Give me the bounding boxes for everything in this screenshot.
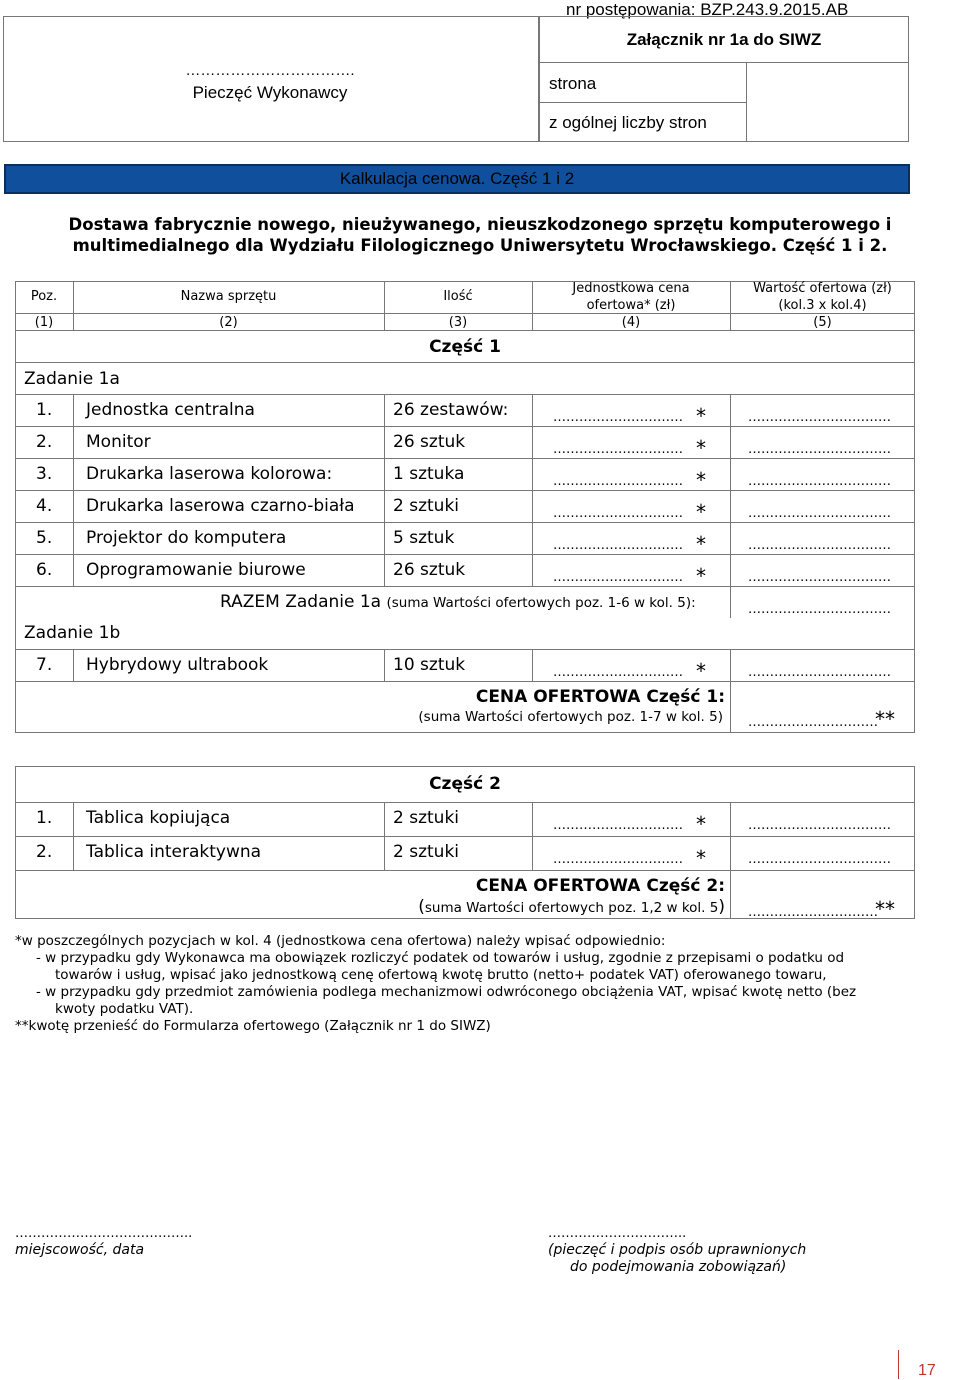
row-item-name: Monitor <box>86 432 151 452</box>
sum-1a-value: …………………………… <box>748 602 891 617</box>
row-value-field[interactable]: …………………………… <box>748 852 891 867</box>
sep-part2 <box>15 802 915 803</box>
row-unit-price-marker: * <box>696 659 706 683</box>
row-divider <box>73 490 74 522</box>
colnum-2: (2) <box>219 315 238 330</box>
row-number: 1. <box>36 400 53 420</box>
row-divider <box>384 522 385 554</box>
row-value-field[interactable]: …………………………… <box>748 474 891 489</box>
row-quantity: 2 sztuki <box>393 808 460 828</box>
row-divider <box>384 394 385 426</box>
row-divider <box>384 649 385 681</box>
hdr-pos: Poz. <box>30 289 58 304</box>
row-divider <box>532 836 533 870</box>
row-value-field[interactable]: …………………………… <box>748 570 891 585</box>
row-divider <box>73 649 74 681</box>
row-divider <box>73 836 74 870</box>
row-quantity: 26 sztuk <box>393 432 466 452</box>
row-unit-price-marker: * <box>696 436 706 460</box>
stamp-label: Pieczęć Wykonawcy <box>192 83 348 102</box>
sum-1a <box>220 592 696 612</box>
row-divider <box>73 458 74 490</box>
stamp-box <box>3 16 539 142</box>
row-item-name: Jednostka centralna <box>86 400 255 420</box>
sep-part1 <box>15 362 915 363</box>
total-2-sep <box>730 870 731 919</box>
total-2-sub-text: suma Wartości ofertowych poz. 1,2 w kol. 5 <box>424 900 719 916</box>
intro-line-2: multimedialnego dla Wydziału Filologicznego Uniwersytetu Wrocławskiego. Część 1 i 2. <box>72 236 888 255</box>
hdr-value-2: (kol.3 x kol.4) <box>778 298 867 313</box>
row-divider <box>532 490 533 522</box>
part1-title: Część 1 <box>429 337 501 357</box>
hdr-unit-price-1: Jednostkowa cena <box>572 281 690 296</box>
row-unit-price-marker: * <box>696 846 706 870</box>
title-banner <box>4 164 910 194</box>
row-divider <box>384 426 385 458</box>
row-divider <box>532 554 533 586</box>
row-divider <box>384 802 385 836</box>
sign-dots: ………………………….. <box>548 1226 687 1241</box>
row-divider <box>73 554 74 586</box>
row-unit-price-field[interactable]: ………………………… <box>553 665 683 680</box>
stamp-dots: ……………………………. <box>185 62 355 79</box>
banner-text: Kalkulacja cenowa. Część 1 i 2 <box>339 169 575 188</box>
sum-1a-sep <box>730 586 731 618</box>
row-unit-price-marker: * <box>696 500 706 524</box>
colnum-5: (5) <box>813 315 832 330</box>
row-item-name: Tablica interaktywna <box>86 842 262 862</box>
row-quantity: 10 sztuk <box>393 655 466 675</box>
hdr-unit-price-2: ofertowa* (zł) <box>586 298 676 313</box>
note-1: *w poszczególnych pozycjach w kol. 4 (jednostkowa cena ofertowa) należy wpisać odpowiednio: <box>15 933 666 949</box>
row-item-name: Tablica kopiująca <box>86 808 231 828</box>
note-4: **kwotę przenieść do Formularza ofertowego (Załącznik nr 1 do SIWZ) <box>15 1018 491 1034</box>
row-number: 7. <box>36 655 53 675</box>
row-divider <box>730 426 731 458</box>
row-separator <box>15 586 915 587</box>
row-unit-price-marker: * <box>696 812 706 836</box>
row-divider <box>532 522 533 554</box>
row-divider <box>384 490 385 522</box>
total-2-value: ………………………… <box>748 905 878 920</box>
row-divider <box>532 426 533 458</box>
total-1-marker: ** <box>875 707 895 731</box>
row-value-field[interactable]: …………………………… <box>748 410 891 425</box>
row-divider <box>532 394 533 426</box>
row-quantity: 26 zestawów: <box>393 400 509 420</box>
row-divider <box>532 458 533 490</box>
row-value-field[interactable]: …………………………… <box>748 506 891 521</box>
row-unit-price-field[interactable]: ………………………… <box>553 474 683 489</box>
annex-label: Załącznik nr 1a do SIWZ <box>626 30 822 49</box>
task-1b-label: Zadanie 1b <box>24 623 121 643</box>
row-number: 2. <box>36 842 53 862</box>
note-3b: kwoty podatku VAT). <box>55 1001 194 1017</box>
total-pages-label: z ogólnej liczby stron <box>549 113 707 132</box>
row-unit-price-marker: * <box>696 404 706 428</box>
row-unit-price-field[interactable]: ………………………… <box>553 442 683 457</box>
sep-task-1b <box>15 649 915 650</box>
hdr-qty: Ilość <box>443 289 473 304</box>
row-divider <box>532 649 533 681</box>
row-unit-price-field[interactable]: ………………………… <box>553 570 683 585</box>
row-item-name: Projektor do komputera <box>86 528 287 548</box>
part2-title: Część 2 <box>429 774 501 794</box>
row-number: 6. <box>36 560 53 580</box>
place-date-dots: ………………………………….. <box>15 1226 193 1241</box>
note-2b: towarów i usług, wpisać jako jednostkową cenę ofertową kwotę brutto (netto+ podatek VAT) oferowanego towaru, <box>55 967 827 983</box>
row-item-name: Drukarka laserowa czarno-biała <box>86 496 355 516</box>
row-number: 4. <box>36 496 53 516</box>
total-2-title: CENA OFERTOWA Część 2: <box>475 876 725 896</box>
total-2-sub <box>380 897 725 917</box>
row-unit-price-field[interactable]: ………………………… <box>553 506 683 521</box>
row-separator <box>15 522 915 523</box>
row-quantity: 2 sztuki <box>393 496 460 516</box>
row-item-name: Hybrydowy ultrabook <box>86 655 269 675</box>
total-1-title: CENA OFERTOWA Część 1: <box>475 687 725 707</box>
row-number: 3. <box>36 464 53 484</box>
row-divider <box>532 802 533 836</box>
sign-label-2: do podejmowania zobowiązań) <box>570 1259 787 1275</box>
colnum-1: (1) <box>34 315 54 330</box>
row-quantity: 26 sztuk <box>393 560 466 580</box>
total-1-value: ………………………… <box>748 715 878 730</box>
hdr-value-1: Wartość ofertowa (zł) <box>753 281 892 296</box>
row-separator <box>15 490 915 491</box>
sum-1a-label: RAZEM Zadanie 1a <box>220 592 382 612</box>
sign-label-1: (pieczęć i podpis osób uprawnionych <box>548 1242 807 1258</box>
row-value-field[interactable]: …………………………… <box>748 818 891 833</box>
total-2-paren-open: ( <box>418 897 425 917</box>
row-divider <box>730 649 731 681</box>
row-divider <box>73 802 74 836</box>
page-number-rule <box>898 1350 899 1379</box>
sep-task-1a <box>15 394 915 395</box>
colnum-4: (4) <box>621 315 641 330</box>
row-separator <box>15 554 915 555</box>
total-2-paren-close: ) <box>718 897 725 917</box>
row-unit-price-marker: * <box>696 532 706 556</box>
page-box-hline <box>539 102 746 103</box>
row-divider <box>73 522 74 554</box>
row-item-name: Drukarka laserowa kolorowa: <box>86 464 333 484</box>
row-unit-price-field[interactable]: ………………………… <box>553 410 683 425</box>
intro-line-1: Dostawa fabrycznie nowego, nieużywanego, nieuszkodzonego sprzętu komputerowego i <box>68 215 892 234</box>
row-number: 2. <box>36 432 53 452</box>
row-divider <box>384 554 385 586</box>
page-box-divider <box>746 62 747 142</box>
colnum-3: (3) <box>448 315 468 330</box>
row-value-field[interactable]: …………………………… <box>748 442 891 457</box>
row-item-name: Oprogramowanie biurowe <box>86 560 306 580</box>
row-value-field[interactable]: …………………………… <box>748 665 891 680</box>
row-unit-price-marker: * <box>696 468 706 492</box>
row-number: 1. <box>36 808 53 828</box>
place-date-label: miejscowość, data <box>15 1242 145 1258</box>
note-2a: - w przypadku gdy Wykonawca ma obowiązek rozliczyć podatek od towarów i usług, zgodnie z przepisami o podatku od <box>36 950 845 966</box>
row-unit-price-field[interactable]: ………………………… <box>553 852 683 867</box>
row-unit-price-field[interactable]: ………………………… <box>553 818 683 833</box>
row-quantity: 1 sztuka <box>393 464 465 484</box>
row-divider <box>730 836 731 870</box>
row-divider <box>730 522 731 554</box>
row-divider <box>73 426 74 458</box>
case-number: nr postępowania: BZP.243.9.2015.AB <box>566 0 849 19</box>
colnum-line <box>15 330 915 331</box>
total-1-sub: (suma Wartości ofertowych poz. 1-7 w kol. 5) <box>418 709 723 725</box>
page-number: 17 <box>918 1362 936 1379</box>
total-1-sep <box>730 681 731 733</box>
page-label: strona <box>549 74 597 93</box>
row-quantity: 5 sztuk <box>393 528 455 548</box>
hdr-line <box>15 313 915 314</box>
total-2-marker: ** <box>875 897 895 921</box>
row-separator <box>15 836 915 837</box>
row-divider <box>73 394 74 426</box>
hdr-name: Nazwa sprzętu <box>180 289 277 304</box>
row-separator <box>15 458 915 459</box>
row-divider <box>730 490 731 522</box>
sum-1a-desc: (suma Wartości ofertowych poz. 1-6 w kol. 5): <box>386 595 696 611</box>
row-value-field[interactable]: …………………………… <box>748 538 891 553</box>
row-unit-price-marker: * <box>696 564 706 588</box>
task-1a-label: Zadanie 1a <box>24 369 120 389</box>
row-quantity: 2 sztuki <box>393 842 460 862</box>
row-divider <box>730 394 731 426</box>
row-divider <box>730 802 731 836</box>
row-number: 5. <box>36 528 53 548</box>
row-unit-price-field[interactable]: ………………………… <box>553 538 683 553</box>
row-divider <box>384 836 385 870</box>
row-divider <box>730 458 731 490</box>
note-3a: - w przypadku gdy przedmiot zamówienia podlega mechanizmowi odwróconego obciążenia VAT, wpisać kwotę netto (bez <box>36 984 857 1000</box>
row-divider <box>730 554 731 586</box>
row-separator <box>15 870 915 871</box>
row-divider <box>384 458 385 490</box>
row-separator <box>15 681 915 682</box>
row-separator <box>15 426 915 427</box>
